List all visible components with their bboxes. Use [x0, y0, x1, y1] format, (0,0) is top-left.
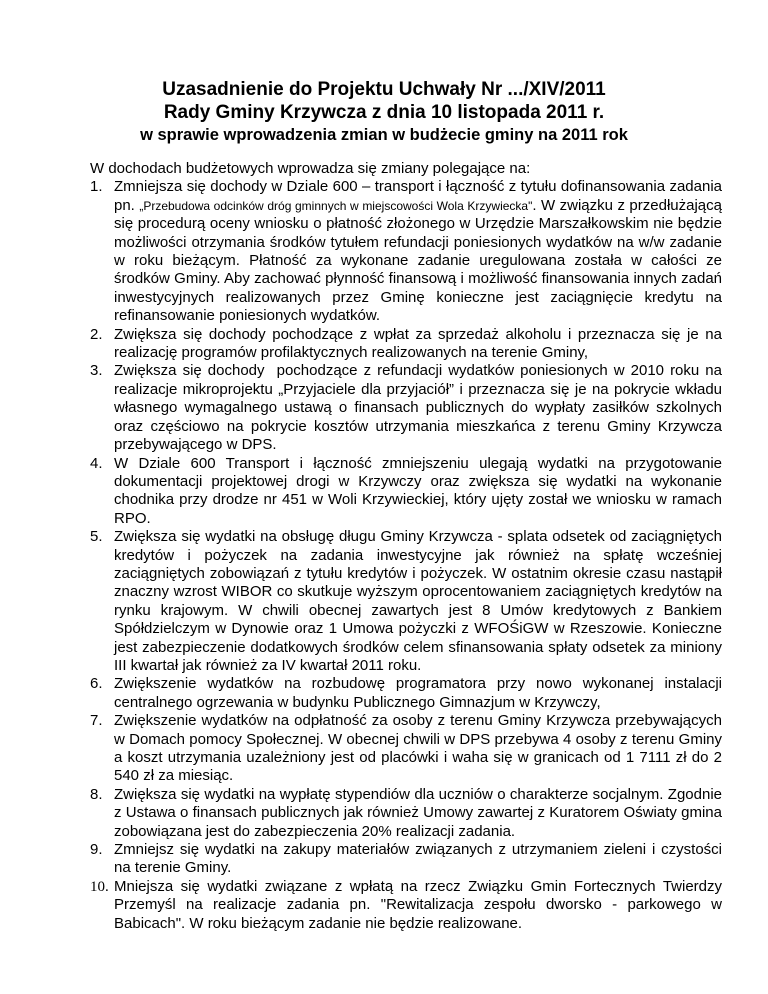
list-item [90, 712, 722, 786]
list-item-text: Zwiększa się wydatki na obsługę długu Gminy Krzywcza - splata odsetek od zaciągniętych kredytów i pożyczek na zadania inwestycyjne jak również na spłatę wcześniej zaciągniętych zobowiązań z tytułu kredytów i pożyczek. W ostatnim okresie czasu nastąpił znaczny wzrost WIBOR co skutkuje wyższym oprocentowaniem zaciągniętych kredytów na rynku krajowym. W chwili obecnej zawartych jest 8 Umów kredytowych z Bankiem Spółdzielczym w Dynowie oraz 1 Umowa pożyczki z WFOŚiGW w Rzeszowie. Konieczne jest zabezpieczenie dodatkowych środków celem sfinansowania spłaty odsetek za miniony III kwartał jak również za IV kwartał 2011 roku. [114, 528, 722, 674]
list-item-text: Zwiększenie wydatków na odpłatność za osoby z terenu Gminy Krzywcza przebywających w Domach pomocy Społecznej. W obecnej chwili w DPS przebywa 4 osoby z terenu Gminy a koszt utrzymania uzależniony jest od placówki i waha się w granicach od 1 7111 zł do 2 540 zł za miesiąc. [114, 712, 722, 785]
list-item-number: 9. [90, 841, 103, 859]
list-item-number: 4. [90, 454, 103, 472]
list-item [90, 325, 722, 363]
list-item [90, 785, 722, 841]
list-item-text: Zmniejsz się wydatki na zakupy materiałów związanych z utrzymaniem zieleni i czystości na terenie Gminy. [114, 841, 722, 877]
list-item [90, 454, 722, 529]
document-title-line2: Rady Gminy Krzywcza z dnia 10 listopada 2011 r. [163, 102, 605, 123]
list-item-number: 1. [90, 178, 103, 196]
list-item-text: Zwiększa się dochody pochodzące z wpłat za sprzedaż alkoholu i przeznacza się je na realizację programów profilaktycznych realizowanych na terenie Gminy, [114, 325, 722, 362]
list-item-number: 3. [90, 362, 103, 380]
list-item-text: Zwiększenie wydatków na rozbudowę programatora przy nowo wykonanej instalacji centralnego ogrzewania w budynku Publicznego Gimnazjum w Krzywczy, [114, 675, 722, 711]
intro-paragraph: W dochodach budżetowych wprowadza się zmiany polegające na: [90, 160, 531, 177]
document-header [0, 78, 768, 146]
list-item [90, 675, 722, 712]
list-item-number: 8. [90, 785, 103, 803]
list-item-number: 7. [90, 712, 103, 730]
document-body [90, 160, 727, 933]
changes-list [90, 178, 727, 933]
list-item-number: 10. [90, 878, 109, 895]
list-item-text: Zwiększa się dochody pochodzące z refundacji wydatków poniesionych w 2010 roku na realizacje mikroprojektu „Przyjaciele dla przyjaciół” i przeznacza się je na pokrycie wkładu własnego wymagalnego ustawą o finansach publicznych do wypłaty zasiłków szkolnych oraz częściowo na pokrycie kosztów utrzymania mieszkańca z terenu Gminy Krzywcza przebywającego w DPS. [114, 362, 727, 454]
list-item-text: Zwiększa się wydatki na wypłatę stypendiów dla uczniów o charakterze socjalnym. Zgodnie z Ustawa o finansach publicznych jak również Umowy zawartej z Kuratorem Oświaty gmina zobowiązana jest do zabezpieczenia 20% realizacji zadania. [114, 785, 722, 840]
list-item [90, 877, 722, 933]
document-subtitle: w sprawie wprowadzenia zmian w budżecie gminy na 2011 rok [140, 126, 628, 144]
list-item [90, 178, 722, 325]
list-item-text: W Dziale 600 Transport i łączność zmniejszeniu ulegają wydatki na przygotowanie dokumentacji projektowej drogi w Krzywczy oraz zwiększa się wydatki na wykonanie chodnika przy drodze nr 451 w Woli Krzywieckiej, który ujęty został we wniosku w ramach RPO. [114, 454, 722, 527]
document-title-line1: Uzasadnienie do Projektu Uchwały Nr .../XIV/2011 [162, 79, 606, 100]
list-item-number: 5. [90, 528, 103, 546]
list-item-text: . W związku z przedłużającą się procedurą oceny wniosku o płatność złożonego w Urzędzie Marszałkowskim nie będzie możliwości otrzymania środków tytułem refundacji poniesionych wydatków na w/w zadanie w roku bieżącym. Płatność za wykonane zadanie uregulowana została w całości ze środków Gminy. Aby zachować płynność finansową i możliwość finansowania innych zadań inwestycyjnych realizowanych przez Gminę konieczne jest zaciągnięcie kredytu na refinansowanie poniesionych wydatków. [114, 196, 722, 325]
list-item [90, 362, 727, 454]
list-item-number: 2. [90, 325, 103, 343]
list-item [90, 528, 722, 675]
list-item [90, 841, 722, 878]
list-item-quoted-task: „Przebudowa odcinków dróg gminnych w miejscowości Wola Krzywiecka" [139, 198, 533, 213]
list-item-text: Zmniejsza się dochody w Dziale 600 – transport i łączność z tytułu dofinansowania zadania pn. [114, 178, 722, 214]
list-item-text: Mniejsza się wydatki związane z wpłatą na rzecz Związku Gmin Fortecznych Twierdzy Przemyśl na realizacje zadania pn. "Rewitalizacja zespołu dworsko - parkowego w Babicach". W roku bieżącym zadanie nie będzie realizowane. [114, 877, 722, 932]
list-item-number: 6. [90, 675, 103, 693]
